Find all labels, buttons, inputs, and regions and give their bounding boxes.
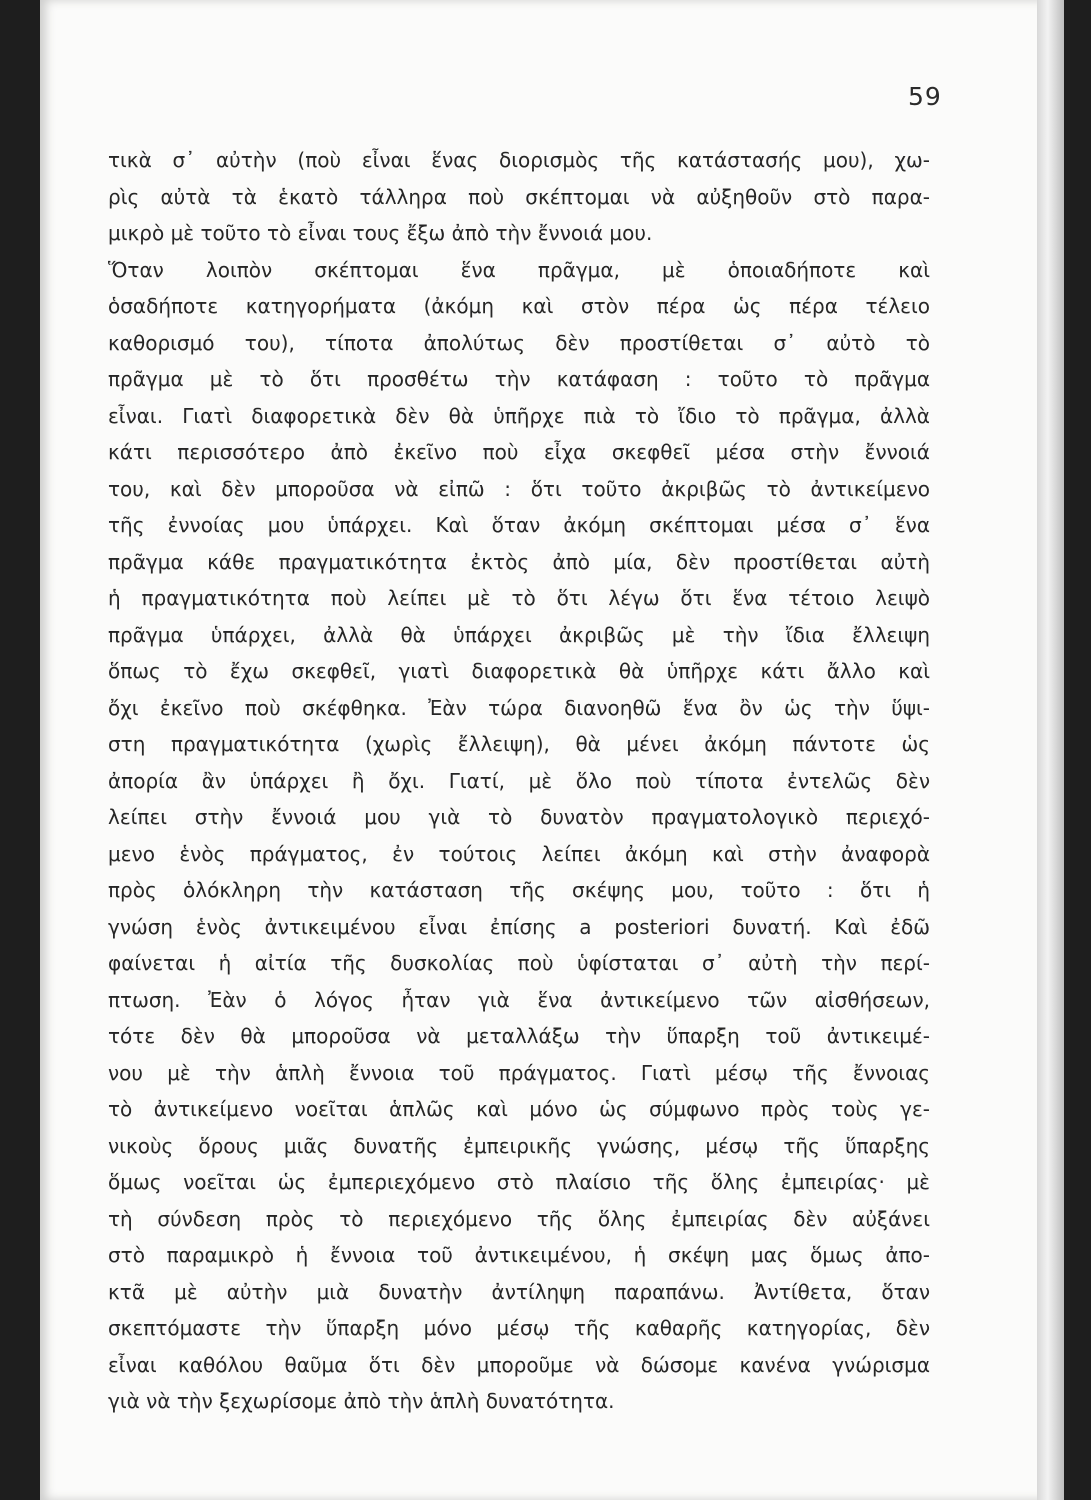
text-line: κτᾶ μὲ αὐτὴν μιὰ δυνατὴν ἀντίληψη παραπάνω. Ἀντίθετα, ὅταν [108,1279,930,1304]
text-line: ὅπως τὸ ἔχω σκεφθεῖ, γιατὶ διαφορετικὰ θὰ ὑπῆρχε κάτι ἄλλο καὶ [108,659,930,683]
text-line: εἶναι. Γιατὶ διαφορετικὰ δὲν θὰ ὑπῆρχε πιὰ τὸ ἴδιο τὸ πρᾶγμα, ἀλλὰ [108,403,930,428]
text-line: κάτι περισσότερο ἀπὸ ἐκεῖνο ποὺ εἶχα σκεφθεῖ μέσα στὴν ἔννοιά [108,440,930,464]
text-line: τικὰ σ᾽ αὐτὴν (ποὺ εἶναι ἕνας διορισμὸς τῆς κατάστασής μου), χω- [108,148,930,172]
text-line: ρὶς αὐτὰ τὰ ἑκατὸ τάλληρα ποὺ σκέπτομαι νὰ αὐξηθοῦν στὸ παρα- [108,184,930,209]
text-line: ἡ πραγματικότητα ποὺ λείπει μὲ τὸ ὅτι λέγω ὅτι ἕνα τέτοιο λειψὸ [108,586,930,610]
text-line: μενο ἑνὸς πράγματος, ἐν τούτοις λείπει ἀκόμη καὶ στὴν ἀναφορὰ [108,841,930,866]
text-line: Ὅταν λοιπὸν σκέπτομαι ἕνα πρᾶγμα, μὲ ὁποιαδήποτε καὶ [108,257,930,282]
text-line: του, καὶ δὲν μποροῦσα νὰ εἰπῶ : ὅτι τοῦτο ἀκριβῶς τὸ ἀντικείμενο [108,476,930,501]
text-line: γιὰ νὰ τὴν ξεχωρίσομε ἀπὸ τὴν ἁπλὴ δυνατότητα. [108,1389,615,1413]
text-line: νου μὲ τὴν ἁπλὴ ἔννοια τοῦ πράγματος. Γιατὶ μέσῳ τῆς ἔννοιας [108,1060,930,1085]
text-line: τῆς ἐννοίας μου ὑπάρχει. Καὶ ὅταν ἀκόμη σκέπτομαι μέσα σ᾽ ἕνα [108,513,930,537]
text-line: ὁσαδήποτε κατηγορήματα (ἀκόμη καὶ στὸν πέρα ὡς πέρα τέλειο [108,294,930,318]
text-line: ἀπορία ἂν ὑπάρχει ἢ ὄχι. Γιατί, μὲ ὅλο ποὺ τίποτα ἐντελῶς δὲν [108,768,930,793]
text-line: στη πραγματικότητα (χωρὶς ἔλλειψη), θὰ μένει ἀκόμη πάντοτε ὡς [108,732,930,756]
page-number: 59 [908,82,942,111]
text-line: ὄχι ἐκεῖνο ποὺ σκέφθηκα. Ἐὰν τώρα διανοηθῶ ἕνα ὂν ὡς τὴν ὕψι- [108,695,930,720]
body-text [108,142,930,1420]
text-line: φαίνεται ἡ αἰτία τῆς δυσκολίας ποὺ ὑφίσταται σ᾽ αὐτὴ τὴν περί- [108,951,930,975]
text-line: τότε δὲν θὰ μποροῦσα νὰ μεταλλάξω τὴν ὕπαρξη τοῦ ἀντικειμέ- [108,1024,930,1048]
text-line: πρᾶγμα μὲ τὸ ὅτι προσθέτω τὴν κατάφαση : τοῦτο τὸ πρᾶγμα [108,367,930,391]
text-line: λείπει στὴν ἔννοιά μου γιὰ τὸ δυνατὸν πραγματολογικὸ περιεχό- [108,805,930,829]
page-edge [1037,0,1064,1500]
text-line: σκεπτόμαστε τὴν ὕπαρξη μόνο μέσῳ τῆς καθαρῆς κατηγορίας, δὲν [108,1316,930,1340]
text-line: πρᾶγμα ὑπάρχει, ἀλλὰ θὰ ὑπάρχει ἀκριβῶς μὲ τὴν ἴδια ἔλλειψη [108,622,930,647]
text-line: πτωση. Ἐὰν ὁ λόγος ἦταν γιὰ ἕνα ἀντικείμενο τῶν αἰσθήσεων, [108,987,930,1012]
text-line: τὴ σύνδεση πρὸς τὸ περιεχόμενο τῆς ὅλης ἐμπειρίας δὲν αὐξάνει [108,1206,930,1231]
text-line: εἶναι καθόλου θαῦμα ὅτι δὲν μποροῦμε νὰ δώσομε κανένα γνώρισμα [108,1352,930,1377]
text-line: μικρὸ μὲ τοῦτο τὸ εἶναι τους ἔξω ἀπὸ τὴν ἔννοιά μου. [108,221,653,245]
text-line: ὅμως νοεῖται ὡς ἐμπεριεχόμενο στὸ πλαίσιο τῆς ὅλης ἐμπειρίας· μὲ [108,1170,930,1194]
text-line: γνώση ἑνὸς ἀντικειμένου εἶναι ἐπίσης a posteriori δυνατή. Καὶ ἐδῶ [108,914,930,939]
text-line: νικοὺς ὅρους μιᾶς δυνατῆς ἐμπειρικῆς γνώσης, μέσῳ τῆς ὕπαρξης [108,1133,930,1158]
text-line: πρὸς ὁλόκληρη τὴν κατάσταση τῆς σκέψης μου, τοῦτο : ὅτι ἡ [108,878,930,902]
text-line: πρᾶγμα κάθε πραγματικότητα ἐκτὸς ἀπὸ μία, δὲν προστίθεται αὐτὴ [108,549,930,574]
text-line: καθορισμό του), τίποτα ἀπολύτως δὲν προστίθεται σ᾽ αὐτὸ τὸ [108,330,930,355]
text-line: στὸ παραμικρὸ ἡ ἔννοια τοῦ ἀντικειμένου, ἡ σκέψη μας ὅμως ἀπο- [108,1243,930,1267]
text-line: τὸ ἀντικείμενο νοεῖται ἁπλῶς καὶ μόνο ὡς σύμφωνο πρὸς τοὺς γε- [108,1097,930,1121]
